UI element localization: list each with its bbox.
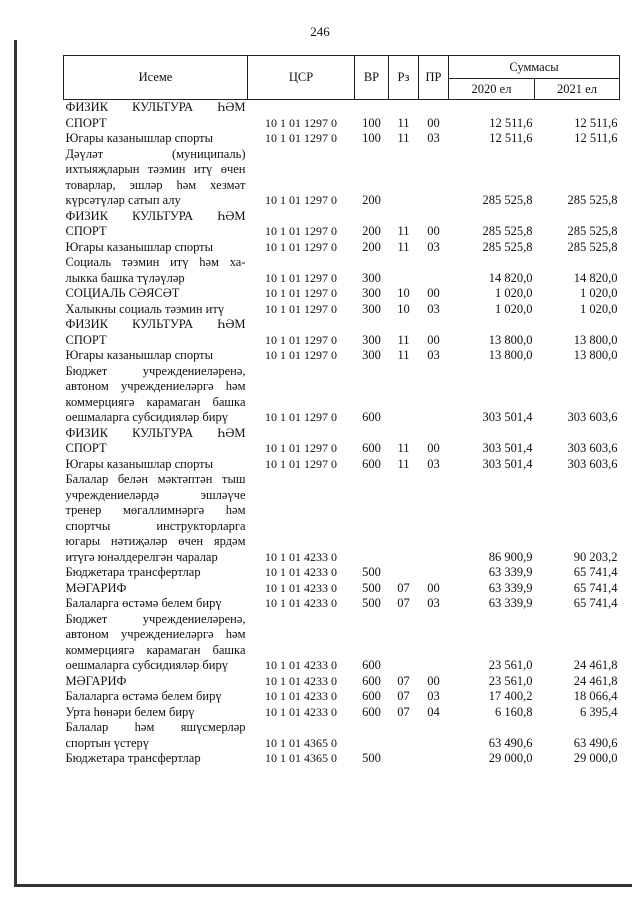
row-csr: 10 1 01 4365 0 — [265, 735, 337, 750]
table-row — [64, 426, 620, 457]
row-rz: 07 — [397, 580, 410, 595]
row-amount-2021: 24 461,8 — [573, 673, 618, 688]
row-amount-2021: 29 000,0 — [573, 751, 618, 765]
row-name — [64, 255, 248, 286]
row-amount-2020: 63 339,9 — [488, 580, 533, 595]
row-name-line: Бюджетара трансфертлар — [65, 751, 201, 765]
row-amount-2021: 65 741,4 — [573, 580, 618, 595]
row-pr: 03 — [427, 348, 440, 362]
scan-left-edge — [14, 40, 17, 885]
row-name — [64, 705, 248, 721]
row-amount-2021: 303 603,6 — [567, 410, 618, 424]
table-row — [64, 364, 620, 426]
row-name-line: югары нәтиҗәләр өчен ярдәм — [65, 534, 246, 548]
row-rz — [389, 147, 419, 209]
table-row — [64, 674, 620, 690]
row-name — [64, 751, 248, 767]
row-name-line: МӘГАРИФ — [65, 673, 127, 688]
row-amount-2021: 285 525,8 — [567, 239, 618, 254]
row-csr: 10 1 01 1297 0 — [265, 224, 337, 238]
row-amount-2020: 303 501,4 — [482, 410, 533, 424]
table-row — [64, 209, 620, 240]
row-csr: 10 1 01 4233 0 — [265, 549, 337, 564]
row-vr: 200 — [362, 224, 381, 238]
row-pr — [419, 565, 449, 581]
header-csr: ЦСР — [248, 56, 355, 100]
row-rz — [389, 364, 419, 426]
row-amount-2020: 1 020,0 — [495, 301, 533, 316]
row-rz: 11 — [397, 441, 410, 455]
row-amount-2020: 86 900,9 — [488, 549, 533, 564]
row-name — [64, 364, 248, 426]
row-amount-2020: 63 339,9 — [488, 565, 533, 579]
row-name-line: СПОРТ — [65, 224, 107, 238]
row-name-line: Халыкны социаль тәэмин итү — [65, 301, 225, 316]
header-vr: ВР — [355, 56, 389, 100]
row-name — [64, 100, 248, 132]
row-rz: 11 — [397, 239, 410, 254]
row-vr: 500 — [362, 751, 381, 765]
row-pr: 00 — [427, 332, 440, 347]
row-amount-2021: 285 525,8 — [567, 224, 618, 238]
row-amount-2020: 23 561,0 — [488, 673, 533, 688]
row-pr: 04 — [427, 704, 440, 719]
row-name-line: Балаларга өстәмә белем бирү — [65, 689, 222, 703]
table-row — [64, 348, 620, 364]
row-pr: 03 — [427, 131, 440, 145]
row-csr: 10 1 01 1297 0 — [265, 239, 337, 254]
table-row — [64, 147, 620, 209]
row-vr: 600 — [362, 441, 381, 455]
table-row — [64, 100, 620, 132]
row-amount-2021: 13 800,0 — [573, 348, 618, 362]
row-name-line: спортчы инструкторларга — [65, 518, 246, 533]
row-amount-2021: 65 741,4 — [573, 565, 618, 579]
row-rz: 07 — [397, 704, 410, 719]
row-name — [64, 131, 248, 147]
row-rz: 10 — [397, 301, 410, 316]
table-row — [64, 302, 620, 318]
row-name — [64, 286, 248, 302]
row-name-line: ФИЗИК КУЛЬТУРА ҺӘМ — [65, 100, 246, 114]
row-amount-2020: 13 800,0 — [488, 332, 533, 347]
row-name-line: ихтыяҗларын тәэмин итү өчен — [65, 162, 246, 176]
row-vr: 300 — [362, 301, 381, 316]
row-csr: 10 1 01 4233 0 — [265, 580, 337, 595]
table-row — [64, 255, 620, 286]
row-name — [64, 457, 248, 473]
row-amount-2021: 285 525,8 — [567, 193, 618, 207]
row-csr: 10 1 01 1297 0 — [265, 193, 337, 207]
row-vr: 500 — [362, 580, 381, 595]
row-name-line: Балалар һәм яшүсмерләр — [65, 720, 246, 734]
row-name-line: Бюджет учреждениеләренә, — [65, 611, 246, 626]
row-name-line: Балаларга өстәмә белем бирү — [65, 596, 222, 610]
row-amount-2021: 18 066,4 — [573, 689, 618, 703]
row-pr: 00 — [427, 441, 440, 455]
row-name-line: СПОРТ — [65, 115, 107, 130]
table-row — [64, 240, 620, 256]
row-rz: 11 — [397, 224, 410, 238]
row-vr — [355, 720, 389, 751]
row-pr: 03 — [427, 596, 440, 610]
row-pr: 00 — [427, 673, 440, 688]
row-rz: 11 — [397, 348, 410, 362]
row-csr: 10 1 01 4233 0 — [265, 658, 337, 672]
row-csr: 10 1 01 4233 0 — [265, 565, 337, 579]
row-rz — [389, 751, 419, 767]
row-name-line: Югары казанышлар спорты — [65, 348, 214, 362]
row-csr: 10 1 01 4233 0 — [265, 689, 337, 703]
row-amount-2021: 63 490,6 — [573, 735, 618, 750]
row-pr — [419, 472, 449, 565]
row-pr: 03 — [427, 689, 440, 703]
row-amount-2021: 6 395,4 — [580, 704, 618, 719]
row-csr: 10 1 01 4365 0 — [265, 751, 337, 765]
row-amount-2020: 12 511,6 — [489, 115, 533, 130]
row-vr: 600 — [362, 456, 381, 471]
row-name-line: спортын үстерү — [65, 735, 150, 750]
row-pr — [419, 147, 449, 209]
row-name-line: СОЦИАЛЬ СӘЯСӘТ — [65, 286, 180, 300]
table-row — [64, 705, 620, 721]
table-row — [64, 751, 620, 767]
row-pr — [419, 751, 449, 767]
row-amount-2020: 285 525,8 — [482, 224, 533, 238]
row-csr: 10 1 01 4233 0 — [265, 596, 337, 610]
row-vr: 300 — [362, 270, 381, 285]
row-pr: 03 — [427, 301, 440, 316]
budget-table — [63, 55, 620, 767]
row-vr: 600 — [362, 673, 381, 688]
row-name-line: Югары казанышлар спорты — [65, 131, 214, 145]
row-name-line: учреждениеләрдә эшләүче — [65, 487, 246, 502]
table-body — [64, 100, 620, 767]
row-amount-2021: 303 603,6 — [567, 441, 618, 455]
row-pr — [419, 720, 449, 751]
row-vr: 500 — [362, 596, 381, 610]
row-amount-2020: 303 501,4 — [482, 456, 533, 471]
table-row — [64, 581, 620, 597]
row-amount-2020: 303 501,4 — [482, 441, 533, 455]
row-csr: 10 1 01 1297 0 — [265, 348, 337, 362]
row-rz — [389, 720, 419, 751]
row-name-line: Социаль тәэмин итү һәм ха- — [65, 255, 246, 269]
row-name — [64, 596, 248, 612]
row-amount-2021: 14 820,0 — [573, 270, 618, 285]
row-name-line: күрсәтүләр сатып алу — [65, 193, 181, 207]
row-amount-2021: 303 603,6 — [567, 456, 618, 471]
page-number: 246 — [310, 24, 330, 39]
header-year-2021: 2021 ел — [535, 79, 620, 100]
row-rz: 11 — [397, 332, 410, 347]
row-csr: 10 1 01 1297 0 — [265, 115, 337, 130]
row-name — [64, 720, 248, 751]
row-vr: 500 — [362, 565, 381, 579]
row-rz — [389, 612, 419, 674]
row-vr: 100 — [362, 115, 381, 130]
table-header — [64, 56, 620, 100]
row-amount-2021: 13 800,0 — [573, 332, 618, 347]
row-name-line: коммерциягә карамаган башка — [65, 394, 246, 409]
row-amount-2021: 1 020,0 — [580, 286, 618, 300]
row-name-line: Урта һөнәри белем бирү — [65, 704, 195, 719]
row-pr — [419, 255, 449, 286]
row-rz — [389, 565, 419, 581]
row-name-line: ФИЗИК КУЛЬТУРА ҺӘМ — [65, 317, 246, 331]
row-pr — [419, 364, 449, 426]
header-name: Исеме — [64, 56, 248, 100]
row-amount-2020: 29 000,0 — [488, 751, 533, 765]
row-name-line: товарлар, эшләр һәм хезмәт — [65, 177, 246, 192]
row-rz — [389, 255, 419, 286]
row-name — [64, 302, 248, 318]
row-name-line: Балалар белән мәктәптән тыш — [65, 472, 246, 486]
row-name — [64, 612, 248, 674]
row-pr: 00 — [427, 286, 440, 300]
row-amount-2021: 24 461,8 — [573, 658, 618, 672]
row-vr: 600 — [362, 658, 381, 672]
row-vr: 300 — [362, 348, 381, 362]
header-sums: Суммасы — [449, 56, 620, 79]
row-name-line: оешмаларга субсидияләр бирү — [65, 410, 228, 424]
table-row — [64, 457, 620, 473]
row-pr: 03 — [427, 456, 440, 471]
row-amount-2021: 12 511,6 — [574, 131, 618, 145]
row-amount-2020: 17 400,2 — [488, 689, 533, 703]
row-name-line: итүгә юнәлдерелгән чаралар — [65, 549, 218, 564]
row-amount-2020: 285 525,8 — [482, 193, 533, 207]
row-amount-2020: 63 339,9 — [488, 596, 533, 610]
row-amount-2020: 6 160,8 — [495, 704, 533, 719]
row-csr: 10 1 01 1297 0 — [265, 270, 337, 285]
row-name-line: лыкка башка түләүләр — [65, 270, 185, 285]
row-amount-2020: 13 800,0 — [488, 348, 533, 362]
row-vr: 200 — [362, 193, 381, 207]
row-vr: 300 — [362, 286, 381, 300]
row-pr — [419, 612, 449, 674]
row-vr: 600 — [362, 410, 381, 424]
row-name — [64, 240, 248, 256]
row-rz: 07 — [397, 673, 410, 688]
row-pr: 03 — [427, 239, 440, 254]
row-name — [64, 674, 248, 690]
table-row — [64, 131, 620, 147]
row-amount-2020: 63 490,6 — [488, 735, 533, 750]
row-csr: 10 1 01 4233 0 — [265, 673, 337, 688]
row-csr: 10 1 01 4233 0 — [265, 704, 337, 719]
row-name — [64, 689, 248, 705]
row-amount-2021: 65 741,4 — [573, 596, 618, 610]
header-pr: ПР — [419, 56, 449, 100]
table-row — [64, 596, 620, 612]
row-name — [64, 565, 248, 581]
row-csr: 10 1 01 1297 0 — [265, 456, 337, 471]
row-name-line: Дәүләт (муниципаль) — [65, 146, 246, 161]
row-name — [64, 317, 248, 348]
row-name-line: СПОРТ — [65, 441, 107, 455]
row-amount-2020: 1 020,0 — [495, 286, 533, 300]
row-name-line: СПОРТ — [65, 332, 107, 347]
row-amount-2020: 12 511,6 — [489, 131, 533, 145]
table-row — [64, 689, 620, 705]
header-year-2020: 2020 ел — [449, 79, 535, 100]
row-name-line: Югары казанышлар спорты — [65, 239, 214, 254]
row-vr: 100 — [362, 131, 381, 145]
row-name-line: автоном учреждениеләргә һәм — [65, 379, 246, 393]
table-row — [64, 317, 620, 348]
row-rz: 11 — [397, 456, 410, 471]
row-pr: 00 — [427, 115, 440, 130]
row-rz: 11 — [397, 115, 410, 130]
row-name — [64, 472, 248, 565]
row-name-line: Бюджетара трансфертлар — [65, 565, 201, 579]
table-row — [64, 565, 620, 581]
row-csr: 10 1 01 1297 0 — [265, 332, 337, 347]
row-name-line: Бюджет учреждениеләренә, — [65, 363, 246, 378]
row-vr — [355, 472, 389, 565]
row-csr: 10 1 01 1297 0 — [265, 410, 337, 424]
row-name-line: ФИЗИК КУЛЬТУРА ҺӘМ — [65, 208, 246, 223]
row-pr: 00 — [427, 224, 440, 238]
row-name — [64, 581, 248, 597]
row-amount-2020: 14 820,0 — [488, 270, 533, 285]
row-name — [64, 426, 248, 457]
row-name — [64, 209, 248, 240]
row-csr: 10 1 01 1297 0 — [265, 301, 337, 316]
row-name-line: тренер мөгаллимнәргә һәм — [65, 503, 246, 517]
row-amount-2021: 12 511,6 — [574, 115, 618, 130]
table-row — [64, 286, 620, 302]
row-vr: 200 — [362, 239, 381, 254]
row-name-line: МӘГАРИФ — [65, 580, 127, 595]
row-name — [64, 348, 248, 364]
row-amount-2021: 90 203,2 — [573, 549, 618, 564]
row-vr: 600 — [362, 689, 381, 703]
row-name-line: оешмаларга субсидияләр бирү — [65, 658, 228, 672]
row-vr: 600 — [362, 704, 381, 719]
scan-bottom-edge — [14, 884, 632, 887]
row-name-line: автоном учреждениеләргә һәм — [65, 627, 246, 641]
row-csr: 10 1 01 1297 0 — [265, 286, 337, 300]
row-rz: 11 — [397, 131, 410, 145]
row-vr: 300 — [362, 332, 381, 347]
row-pr: 00 — [427, 580, 440, 595]
row-name — [64, 147, 248, 209]
table-row — [64, 472, 620, 565]
row-rz — [389, 472, 419, 565]
row-amount-2021: 1 020,0 — [580, 301, 618, 316]
row-amount-2020: 23 561,0 — [488, 658, 533, 672]
row-rz: 10 — [397, 286, 410, 300]
header-rz: Рз — [389, 56, 419, 100]
table-row — [64, 612, 620, 674]
row-name-line: коммерциягә карамаган башка — [65, 642, 246, 657]
row-amount-2020: 285 525,8 — [482, 239, 533, 254]
row-rz: 07 — [397, 596, 410, 610]
row-csr: 10 1 01 1297 0 — [265, 131, 337, 145]
row-name-line: Югары казанышлар спорты — [65, 456, 214, 471]
row-rz: 07 — [397, 689, 410, 703]
row-csr: 10 1 01 1297 0 — [265, 441, 337, 455]
table-row — [64, 720, 620, 751]
row-name-line: ФИЗИК КУЛЬТУРА ҺӘМ — [65, 425, 246, 440]
